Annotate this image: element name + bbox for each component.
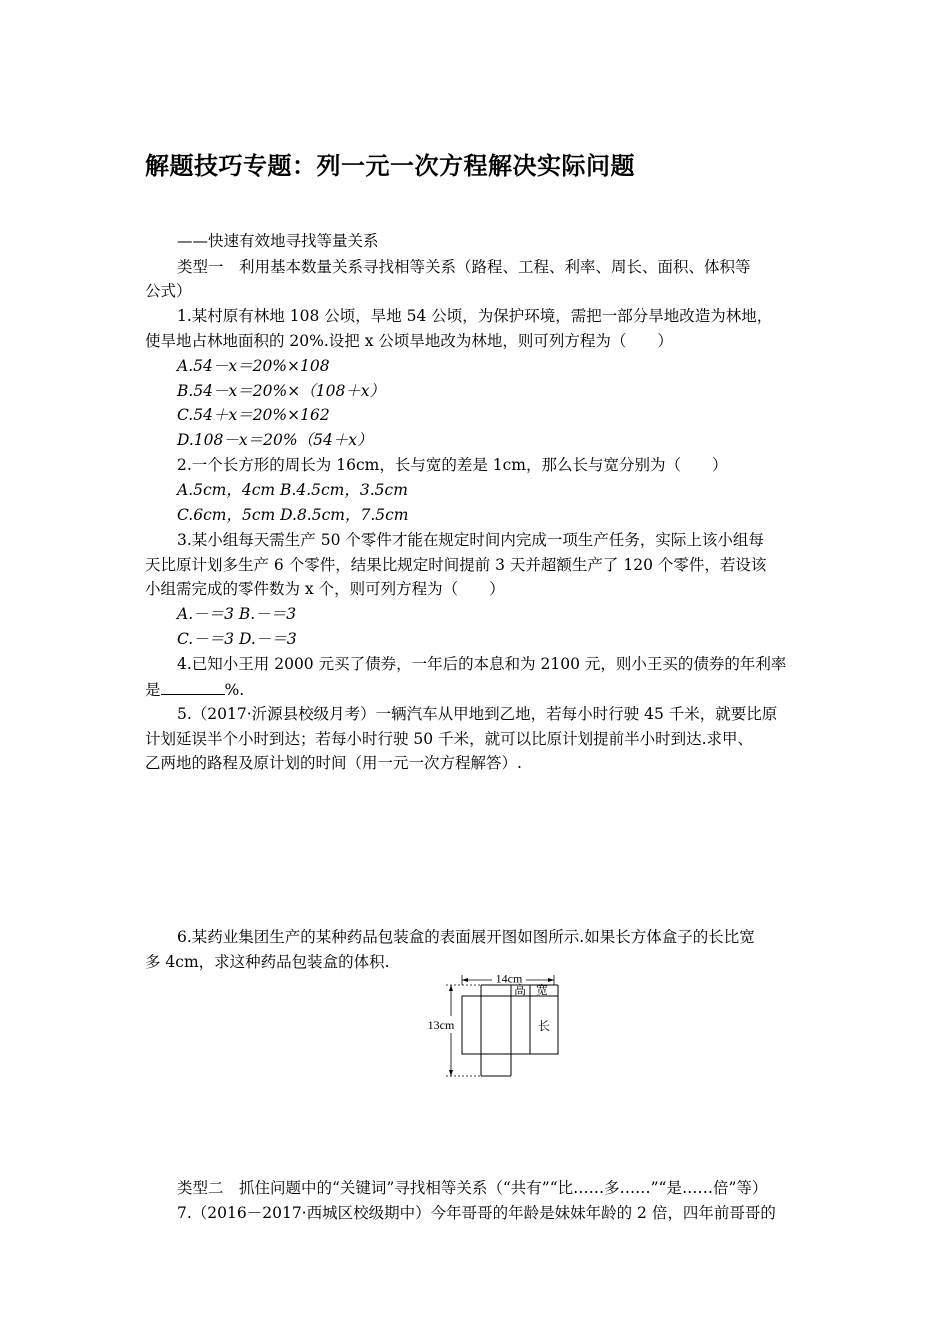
page-title: 解题技巧专题：列一元一次方程解决实际问题: [145, 152, 635, 180]
q5-stem-cont: 计划延误半个小时到达；若每小时行驶 50 千米，就可以比原计划提前半小时到达.求甲、: [145, 730, 754, 748]
q1-option-a: A.54－x＝20%×108: [177, 357, 330, 375]
box-net-figure: [420, 970, 565, 1080]
q1-option-c: C.54＋x＝20%×162: [177, 406, 330, 424]
q4-prefix: 是: [145, 681, 161, 699]
q1-stem-cont: 使旱地占林地面积的 20%.设把 x 公顷旱地改为林地，则可列方程为（ ）: [145, 332, 673, 350]
type1-heading-cont: 公式）: [145, 282, 192, 300]
height-dimension-label: 13cm: [427, 1018, 455, 1032]
q3-stem-cont2: 小组需完成的零件数为 x 个，则可列方程为（ ）: [145, 580, 505, 598]
q3-stem: 3.某小组每天需生产 50 个零件才能在规定时间内完成一项生产任务，实际上该小组每: [177, 531, 764, 549]
q3-stem-cont: 天比原计划多生产 6 个零件，结果比规定时间提前 3 天并超额生产了 120 个零件，若设该: [145, 556, 767, 574]
label-gao: 高: [513, 983, 527, 997]
label-chang: 长: [537, 1019, 551, 1033]
q2-options-ab: A.5cm，4cm B.4.5cm，3.5cm: [177, 481, 408, 499]
width-dimension-label: 14cm: [495, 971, 523, 986]
q7-stem: 7.（2016－2017·西城区校级期中）今年哥哥的年龄是妹妹年龄的 2 倍，四年前哥哥的: [177, 1204, 776, 1222]
q1-stem: 1.某村原有林地 108 公顷，旱地 54 公顷，为保护环境，需把一部分旱地改造为林地，: [177, 307, 773, 325]
answer-blank: [161, 678, 225, 695]
q2-options-cd: C.6cm，5cm D.8.5cm，7.5cm: [177, 506, 409, 524]
q4-stem-cont: [145, 678, 244, 701]
q6-stem-cont: 多 4cm，求这种药品包装盒的体积.: [145, 953, 390, 971]
q3-options-ab: A.－＝3 B.－＝3: [177, 605, 297, 623]
label-kuan: 宽: [535, 983, 549, 997]
q3-options-cd: C.－＝3 D.－＝3: [177, 630, 297, 648]
type2-heading: 类型二 抓住问题中的“关键词”寻找相等关系（“共有”“比……多……”“是……倍”等）: [177, 1179, 768, 1197]
q1-option-b: B.54－x＝20%×（108＋x）: [177, 382, 386, 400]
type1-heading: 类型一 利用基本数量关系寻找相等关系（路程、工程、利率、周长、面积、体积等: [177, 258, 751, 276]
q4-stem: 4.已知小王用 2000 元买了债券，一年后的本息和为 2100 元，则小王买的债券的年利率: [177, 655, 787, 673]
q2-stem: 2.一个长方形的周长为 16cm，长与宽的差是 1cm，那么长与宽分别为（ ）: [177, 456, 728, 474]
q4-suffix: %.: [224, 681, 245, 699]
q6-stem: 6.某药业集团生产的某种药品包装盒的表面展开图如图所示.如果长方体盒子的长比宽: [177, 928, 755, 946]
q1-option-d: D.108－x＝20%（54＋x）: [177, 431, 373, 449]
subtitle: ——快速有效地寻找等量关系: [177, 232, 379, 250]
q5-stem: 5.（2017·沂源县校级月考）一辆汽车从甲地到乙地，若每小时行驶 45 千米，就要比原: [177, 705, 778, 723]
q5-stem-cont2: 乙两地的路程及原计划的时间（用一元一次方程解答）.: [145, 754, 522, 772]
